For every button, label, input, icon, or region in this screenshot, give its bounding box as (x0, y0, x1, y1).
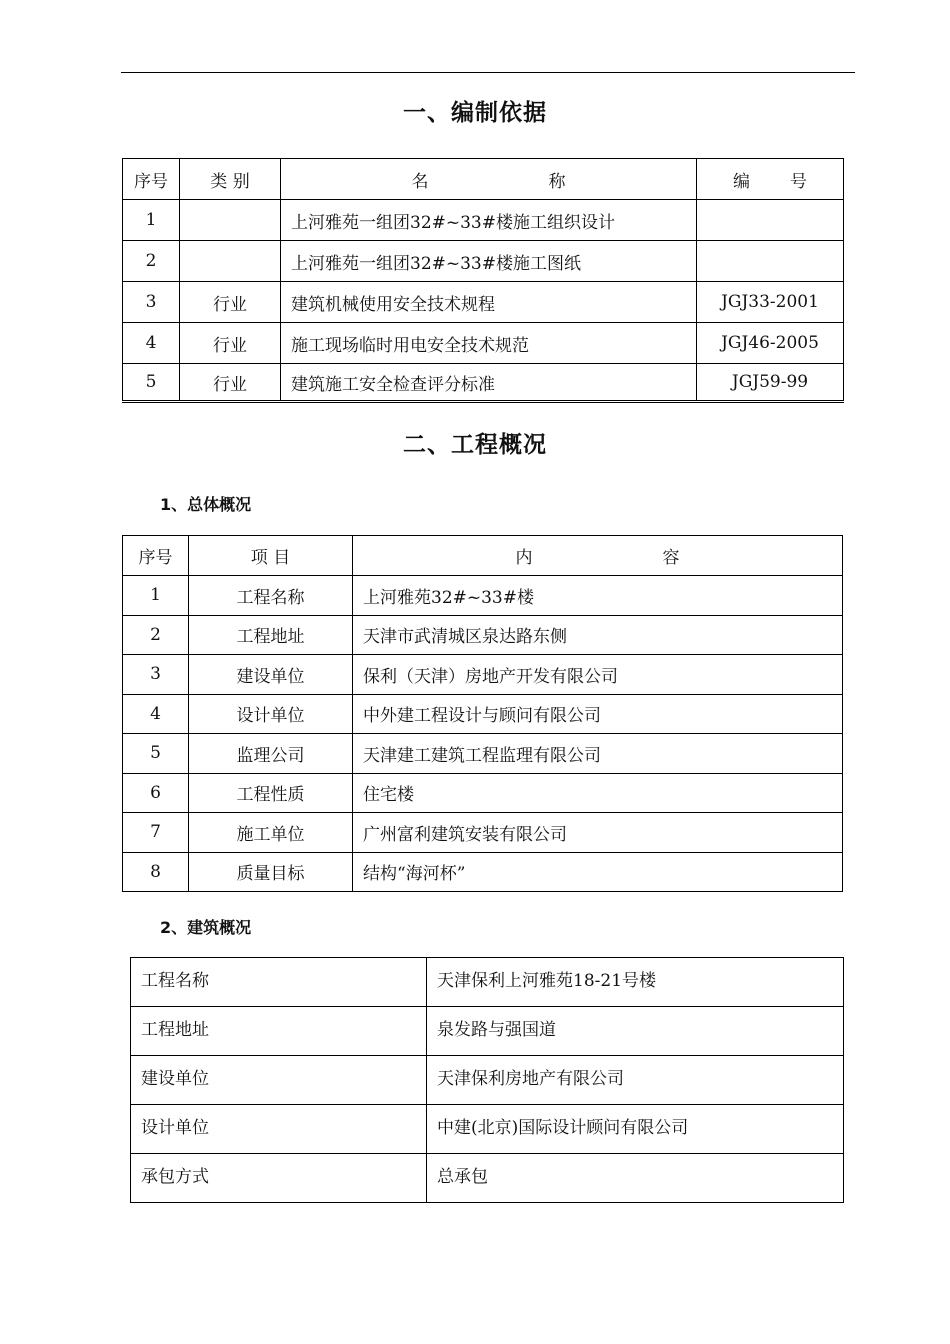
table-row (123, 364, 844, 402)
cell-code: JGJ46-2005 (697, 323, 844, 364)
cell-category (180, 241, 281, 282)
table-header-row (123, 536, 843, 576)
cell-name: 上河雅苑一组团32#~33#楼施工组织设计 (281, 200, 697, 241)
cell-content: 广州富利建筑安装有限公司 (353, 813, 843, 853)
table-row (131, 1105, 844, 1154)
cell-no: 2 (123, 241, 180, 282)
cell-label: 工程地址 (131, 1007, 427, 1056)
header-rule (121, 72, 855, 73)
table-row (131, 958, 844, 1007)
table-row (131, 1154, 844, 1203)
table-row (123, 773, 843, 813)
cell-content: 天津市武清城区泉达路东侧 (353, 615, 843, 655)
cell-name: 施工现场临时用电安全技术规范 (281, 323, 697, 364)
table-row (123, 734, 843, 774)
table-row (123, 852, 843, 892)
cell-code: JGJ33-2001 (697, 282, 844, 323)
cell-content: 结构“海河杯” (353, 852, 843, 892)
header-content: 内 容 (353, 536, 843, 576)
table-row (123, 694, 843, 734)
cell-no: 3 (123, 282, 180, 323)
cell-value: 天津保利上河雅苑18-21号楼 (427, 958, 844, 1007)
cell-value: 天津保利房地产有限公司 (427, 1056, 844, 1105)
subsection1-title: 1、总体概况 (160, 495, 252, 514)
table-row (131, 1056, 844, 1105)
cell-item: 工程名称 (189, 576, 353, 616)
cell-value: 中建(北京)国际设计顾问有限公司 (427, 1105, 844, 1154)
cell-code: JGJ59-99 (697, 364, 844, 402)
cell-name: 建筑机械使用安全技术规程 (281, 282, 697, 323)
cell-item: 施工单位 (189, 813, 353, 853)
table-row (123, 200, 844, 241)
cell-item: 工程性质 (189, 773, 353, 813)
cell-no: 2 (123, 615, 189, 655)
header-item: 项 目 (189, 536, 353, 576)
building-table (130, 957, 844, 1203)
table-row (123, 655, 843, 695)
cell-label: 设计单位 (131, 1105, 427, 1154)
overview-table (122, 535, 843, 892)
table-row (123, 241, 844, 282)
header-name: 名 称 (281, 159, 697, 200)
table-row (131, 1007, 844, 1056)
cell-item: 质量目标 (189, 852, 353, 892)
cell-category: 行业 (180, 282, 281, 323)
cell-item: 监理公司 (189, 734, 353, 774)
table-row (123, 576, 843, 616)
cell-content: 上河雅苑32#~33#楼 (353, 576, 843, 616)
cell-name: 建筑施工安全检查评分标准 (281, 364, 697, 402)
cell-value: 总承包 (427, 1154, 844, 1203)
cell-content: 天津建工建筑工程监理有限公司 (353, 734, 843, 774)
cell-content: 中外建工程设计与顾问有限公司 (353, 694, 843, 734)
cell-item: 建设单位 (189, 655, 353, 695)
cell-name: 上河雅苑一组团32#~33#楼施工图纸 (281, 241, 697, 282)
table-row (123, 615, 843, 655)
cell-no: 5 (123, 364, 180, 402)
cell-no: 8 (123, 852, 189, 892)
cell-category (180, 200, 281, 241)
cell-no: 4 (123, 323, 180, 364)
cell-item: 工程地址 (189, 615, 353, 655)
cell-code (697, 241, 844, 282)
cell-content: 保利（天津）房地产开发有限公司 (353, 655, 843, 695)
basis-table (122, 158, 844, 403)
cell-no: 5 (123, 734, 189, 774)
cell-no: 7 (123, 813, 189, 853)
header-no: 序号 (123, 159, 180, 200)
cell-label: 工程名称 (131, 958, 427, 1007)
table-header-row (123, 159, 844, 200)
table-row (123, 323, 844, 364)
header-category: 类 别 (180, 159, 281, 200)
cell-category: 行业 (180, 323, 281, 364)
cell-content: 住宅楼 (353, 773, 843, 813)
table-row (123, 282, 844, 323)
header-code: 编 号 (697, 159, 844, 200)
cell-item: 设计单位 (189, 694, 353, 734)
cell-no: 1 (123, 200, 180, 241)
cell-label: 承包方式 (131, 1154, 427, 1203)
cell-no: 6 (123, 773, 189, 813)
header-no: 序号 (123, 536, 189, 576)
cell-value: 泉发路与强国道 (427, 1007, 844, 1056)
section1-title: 一、编制依据 (403, 100, 547, 126)
subsection2-title: 2、建筑概况 (160, 918, 252, 937)
cell-code (697, 200, 844, 241)
cell-no: 3 (123, 655, 189, 695)
cell-no: 4 (123, 694, 189, 734)
cell-no: 1 (123, 576, 189, 616)
cell-category: 行业 (180, 364, 281, 402)
table-row (123, 813, 843, 853)
cell-label: 建设单位 (131, 1056, 427, 1105)
section2-title: 二、工程概况 (403, 432, 547, 458)
